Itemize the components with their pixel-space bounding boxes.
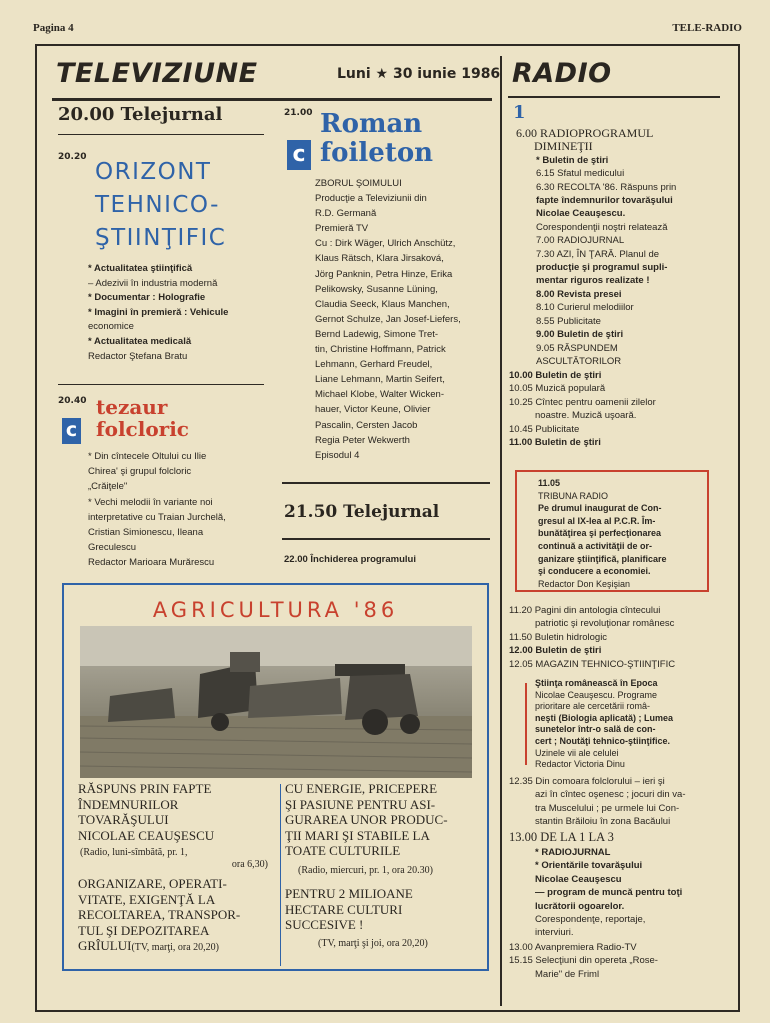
radio-block4 [509,775,686,829]
agri-line: TOATE CULTURILE [285,843,401,859]
radio-item: 8.00 Revista presei [536,288,622,300]
agri-line: RECOLTAREA, TRANSPOR- [78,907,241,923]
orizont-line: * Actualitatea medicală [88,335,192,347]
roman-line: Producţie a Televiziunii din [315,193,427,205]
radio-item: fapte îndemnurilor tovarăşului [536,195,673,207]
agri-right-headline2 [285,886,413,933]
roman-line: Pascalin, Cersten Jacob [315,419,418,431]
agri-line: TOVARĂŞULUI [78,812,169,828]
roman-line: R.D. Germană [315,208,377,220]
orizont-title-line: ŞTIINŢIFIC [95,225,227,251]
tezaur-line: interpretative cu Traian Jurchelă, [88,511,226,523]
tv-slot1-title: Telejurnal [120,104,223,125]
agri-line: TUL ŞI DEPOZITAREA [78,922,210,938]
radio-item: azi în cîntec oşenesc ; jocuri din va- [535,789,686,801]
agri-note-line: (Radio, luni-sîmbătă, pr. 1, [80,847,188,858]
roman-line: Lehmann, Gerhard Freudel, [315,359,433,371]
radio-program-number [513,102,526,123]
divider [282,482,490,484]
magazin-line: Uzinele vii ale celulei [535,747,619,758]
radio-magazin [535,678,673,771]
agri-line: ORGANIZARE, OPERATI- [78,876,227,891]
roman-line: Bernd Ladewig, Simone Tret- [315,328,439,340]
orizont-line: Redactor Ştefana Bratu [88,350,188,362]
roman-line: ZBORUL ŞOIMULUI [315,178,402,189]
radio-block6 [509,941,658,981]
agri-line: ŢII MARI ŞI STABILE LA [285,827,430,843]
radio-item: — program de muncă pentru toţi [535,887,683,899]
tribuna-line: gresul al IX-lea al P.C.R. Îm- [538,515,656,526]
tv-date: Luni ★ 30 iunie 1986 [337,66,501,82]
magazin-line: Redactor Victoria Dinu [535,759,625,770]
tv-c-logo: c [62,418,81,444]
roman-line: Cu : Dirk Wäger, Ulrich Anschütz, [315,238,456,250]
radio-item: Marie" de Friml [535,968,600,980]
tv-slot1 [58,104,222,125]
agri-line: HECTARE CULTURI [285,901,403,917]
tribuna-line: continuă a activităţii de or- [538,540,653,551]
radio-item: 10.45 Publicitate [509,423,580,435]
harvest-photo [80,626,472,778]
tribuna-line: Redactor Don Keşişian [538,578,631,589]
agri-line: GURAREA UNOR PRODUC- [285,812,448,828]
radio-item: 7.00 RADIOJURNAL [536,235,625,247]
radio-item: 10.05 Muzică populară [509,383,606,395]
tribuna-line: bunătăţirea şi perfecţionarea [538,528,662,539]
radio-item: DIMINEŢII [534,139,593,154]
roman-line: Pelikowsky, Susanne Lüning, [315,283,438,295]
radio-item: lucrătorii ogoarelor. [535,900,625,912]
radio-item: 10.25 Cîntec pentru oamenii zilelor [509,396,656,408]
radio-item: 9.05 RĂSPUNDEM [536,342,618,354]
agri-left-headline2 [78,876,240,956]
roman-line: Gernot Schulze, Jan Josef-Liefers, [315,313,461,325]
tezaur-title-line: tezaur [96,395,168,419]
agri-note-line: ora 6,30) [231,859,268,870]
radio-block5-head: 13.00 DE LA 1 LA 3 [509,830,614,844]
agri-line: CU ENERGIE, PRICEPERE [285,781,438,796]
radio-item: tra Muscelului ; pe urmele lui Con- [535,802,680,814]
tribuna-radio [538,477,667,590]
radio-item: 12.05 MAGAZIN TEHNICO-ŞTIINŢIFIC [509,658,676,670]
tezaur-line: Redactor Marioara Murărescu [88,557,215,569]
radio-item: 12.35 Din comoara folclorului – ieri şi [509,776,665,787]
agriculture-divider [280,784,281,966]
agri-right-headline [285,781,448,859]
tezaur-title-line: folcloric [96,417,189,441]
roman-time: 21.00 [284,108,313,118]
tv-slot1-time: 20.00 [58,104,115,125]
tv-section-title: TELEVIZIUNE [56,58,258,89]
radio-item: 7.30 AZI, ÎN ŢARĂ. Planul de [536,248,660,260]
roman-line: Jörg Panknin, Petra Hinze, Erika [315,268,453,280]
tezaur-line: „Crăiţele" [88,481,128,493]
page-number: Pagina 4 [33,22,74,34]
magazin-line: prioritare ale cercetării româ- [535,701,651,712]
magazin-line: Nicolae Ceauşescu. Programe [535,689,658,700]
radio-item: 12.00 Buletin de ştiri [509,645,602,657]
radio-item: noastre. Muzică uşoară. [535,410,637,422]
orizont-title-line: ORIZONT [95,159,212,185]
radio-item: 6.30 RECOLTA '86. Răspuns prin [536,181,677,193]
agri-line: GRÎULUI [78,938,132,954]
orizont-line: * Imagini în premieră : Vehicule [88,306,229,318]
tribuna-line: şi conducere a economiei. [538,566,651,577]
roman-details [315,176,461,463]
radio-item: * Orientările tovarăşului [535,860,643,872]
roman-line: tin, Christine Hoffmann, Patrick [315,344,446,356]
combine-harvester-image [80,626,472,778]
magazin-line: neşti (Biologia aplicată) ; Lumea [535,712,674,723]
roman-line: Episodul 4 [315,449,360,461]
orizont-details [88,262,228,364]
tezaur-details [88,449,226,571]
roman-title [320,110,433,168]
divider [282,538,490,540]
agri-right-note: (Radio, miercuri, pr. 1, ora 20.30) [298,865,433,876]
radio-item: * RADIOJURNAL [535,847,611,858]
orizont-title [95,156,226,255]
agri-line: SUCCESIVE ! [285,917,364,933]
magazin-line: sunetelor într-o sală de con- [535,724,656,735]
agri-line: VITATE, EXIGENŢĂ LA [78,891,216,907]
radio-header-rule [508,96,720,98]
tv-slot2-time: 21.50 [284,502,338,522]
tv-slot2 [284,502,439,522]
radio-item: interviuri. [535,927,574,939]
tezaur-line: Chirea' şi grupul folcloric [88,466,192,478]
orizont-time: 20.20 [58,152,87,162]
tezaur-line: * Din cîntecele Oltului cu Ilie [88,451,207,462]
roman-line: Claudia Seeck, Klaus Manchen, [315,298,450,310]
roman-line: Michael Klobe, Walter Wicken- [315,389,444,401]
agriculture-title: AGRICULTURA '86 [152,598,399,622]
tv-closing: 22.00 Închiderea programului [284,554,416,565]
orizont-line: – Adezivii în industria modernă [88,277,218,289]
orizont-title-line: TEHNICO- [95,192,220,218]
tribuna-line: ganizare ştiinţifică, planificare [538,553,667,564]
tv-c-logo: c [287,140,311,170]
running-head-title: TELE-RADIO [672,22,742,34]
agri-line: PENTRU 2 MILIOANE [285,886,413,901]
radio-block5 [535,846,682,940]
radio-item: 11.00 Buletin de ştiri [509,437,601,449]
radio-item: 11.50 Buletin hidrologic [509,631,608,643]
radio-item: patriotic şi revoluţionar românesc [535,618,675,630]
tv-slot2-title: Telejurnal [343,502,440,522]
agri-left-note [80,847,268,871]
radio-item: 6.15 Sfatul medicului [536,168,625,180]
roman-line: Regia Peter Wekwerth [315,434,410,446]
magazin-accent-bar [525,683,527,765]
agri-line: RĂSPUNS PRIN FAPTE [78,781,212,796]
radio-program-number-text: 1 [513,102,526,123]
magazin-line: cert ; Noutăţi tehnico-ştiinţifice. [535,735,671,746]
radio-item: ASCULTĂTORILOR [536,355,622,367]
radio-item: 13.00 Avanpremiera Radio-TV [509,942,637,953]
roman-title-line: foileton [320,138,434,168]
roman-line: hauer, Victor Keune, Olivier [315,404,431,416]
roman-line: Klaus Rätsch, Klara Jirsaková, [315,253,444,265]
tribuna-title: TRIBUNA RADIO [538,490,609,501]
radio-item: 15.15 Selecţiuni din opereta „Rose- [509,955,658,967]
orizont-line: * Actualitatea ştiinţifică [88,263,193,274]
radio-item: 8.55 Publicitate [536,315,601,327]
radio-item: stantin Brăiloiu în zona Bacăului [535,816,671,828]
roman-line: Liane Lehmann, Martin Seifert, [315,374,445,386]
agri-right-note2: (TV, marţi şi joi, ora 20,20) [318,938,428,949]
agri-line: ÎNDEMNURILOR [78,796,179,812]
divider [58,384,264,385]
agri-note-inline: (TV, marţi, ora 20,20) [131,942,220,954]
radio-block3 [509,604,675,671]
radio-item: 6.00 RADIOPROGRAMUL [516,126,654,140]
roman-title-line: Roman [320,109,423,139]
divider [58,134,264,135]
column-divider [500,56,502,1006]
radio-item: 11.20 Pagini din antologia cîntecului [509,605,661,616]
tezaur-time: 20.40 [58,396,87,406]
roman-line: Premieră TV [315,223,369,235]
tezaur-line: Greculescu [88,542,137,554]
radio-block2 [509,369,656,449]
radio-item: 10.00 Buletin de ştiri [509,370,602,381]
magazin-line: Ştiinţa românească în Epoca [535,678,658,688]
radio-item: Nicolae Ceauşescu. [536,208,626,220]
agri-line: NICOLAE CEAUŞESCU [78,827,215,843]
radio-item: Nicolae Ceauşescu [535,873,622,885]
tv-header-rule [52,98,492,101]
radio-item: 9.00 Buletin de ştiri [536,329,624,341]
radio-section-title: RADIO [512,58,612,89]
radio-item: Corespondenţe, reportaje, [535,914,646,926]
radio-item: 8.10 Curierul melodiilor [536,302,634,314]
radio-item: * Buletin de ştiri [536,154,609,166]
orizont-line: * Documentar : Holografie [88,292,206,304]
agri-left-headline [78,781,214,843]
radio-item: producţie şi programul supli- [536,262,668,274]
radio-item: mentar riguros realizate ! [536,275,650,287]
tezaur-line: Cristian Simionescu, Ileana [88,527,204,539]
tribuna-time: 11.05 [538,478,561,488]
tribuna-line: Pe drumul inaugurat de Con- [538,503,662,514]
radio-block1 [516,127,676,368]
radio-item: Corespondenţii noştri relatează [536,221,668,233]
tezaur-title [96,396,189,440]
tezaur-line: * Vechi melodii în variante noi [88,496,213,508]
orizont-line: economice [88,321,134,333]
agri-line: ŞI PASIUNE PENTRU ASI- [285,796,436,812]
